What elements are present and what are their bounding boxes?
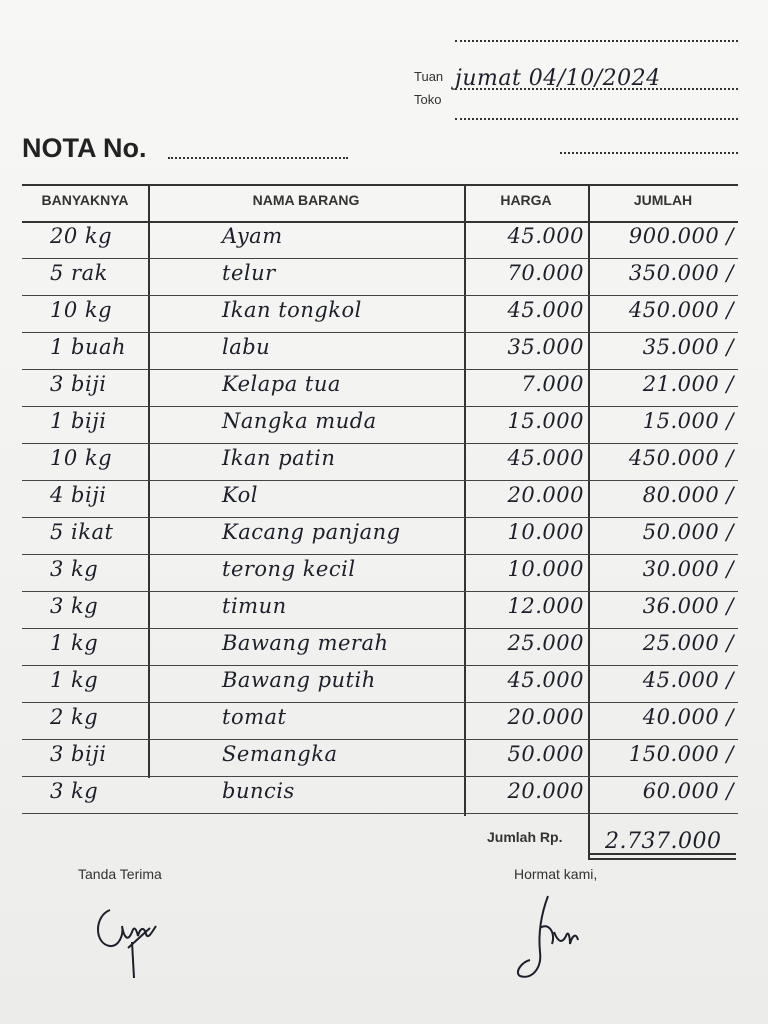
cell-amount: 80.000 / bbox=[642, 483, 734, 507]
header-dotline-top bbox=[455, 40, 738, 42]
total-underline-2 bbox=[588, 858, 736, 860]
cell-price: 45.000 bbox=[507, 298, 584, 322]
cell-item-name: Semangka bbox=[222, 742, 338, 766]
cell-price: 35.000 bbox=[507, 335, 584, 359]
table-row bbox=[22, 296, 738, 333]
cell-price: 45.000 bbox=[507, 446, 584, 470]
cell-price: 10.000 bbox=[507, 520, 584, 544]
table-top-border bbox=[22, 184, 738, 186]
cell-amount: 150.000 / bbox=[628, 742, 734, 766]
cell-quantity: 3 biji bbox=[50, 372, 107, 396]
toko-label: Toko bbox=[414, 92, 442, 107]
cell-quantity: 1 buah bbox=[50, 335, 127, 359]
row-rule bbox=[22, 813, 738, 814]
cell-amount: 900.000 / bbox=[628, 224, 734, 248]
cell-item-name: buncis bbox=[222, 779, 295, 803]
total-value: 2.737.000 bbox=[605, 829, 722, 854]
cell-item-name: Kelapa tua bbox=[222, 372, 341, 396]
cell-price: 20.000 bbox=[507, 705, 584, 729]
table-row bbox=[22, 555, 738, 592]
cell-price: 12.000 bbox=[507, 594, 584, 618]
cell-item-name: Bawang merah bbox=[222, 631, 389, 655]
cell-quantity: 3 kg bbox=[50, 594, 99, 618]
nota-title: NOTA No. bbox=[22, 133, 147, 163]
cell-price: 45.000 bbox=[507, 668, 584, 692]
table-row bbox=[22, 407, 738, 444]
cell-price: 15.000 bbox=[507, 409, 584, 433]
cell-amount: 25.000 / bbox=[642, 631, 734, 655]
tanda-terima-label: Tanda Terima bbox=[78, 866, 162, 882]
cell-amount: 450.000 / bbox=[628, 298, 734, 322]
cell-price: 25.000 bbox=[507, 631, 584, 655]
cell-price: 50.000 bbox=[507, 742, 584, 766]
total-label: Jumlah Rp. bbox=[487, 829, 563, 845]
cell-quantity: 1 biji bbox=[50, 409, 107, 433]
cell-quantity: 1 kg bbox=[50, 668, 99, 692]
cell-item-name: labu bbox=[222, 335, 271, 359]
hormat-kami-label: Hormat kami, bbox=[514, 866, 598, 882]
cell-price: 45.000 bbox=[507, 224, 584, 248]
cell-price: 7.000 bbox=[521, 372, 584, 396]
cell-price: 20.000 bbox=[507, 779, 584, 803]
receiver-signature bbox=[88, 892, 178, 982]
cell-item-name: telur bbox=[222, 261, 276, 285]
table-row bbox=[22, 740, 738, 777]
table-row bbox=[22, 666, 738, 703]
cell-quantity: 3 kg bbox=[50, 779, 99, 803]
cell-amount: 15.000 / bbox=[642, 409, 734, 433]
cell-price: 20.000 bbox=[507, 483, 584, 507]
column-header-nama-barang: NAMA BARANG bbox=[252, 192, 360, 208]
tuan-value: jumat 04/10/2024 bbox=[455, 66, 661, 91]
cell-quantity: 5 ikat bbox=[50, 520, 114, 544]
cell-amount: 30.000 / bbox=[642, 557, 734, 581]
cell-item-name: terong kecil bbox=[222, 557, 356, 581]
cell-quantity: 4 biji bbox=[50, 483, 107, 507]
cell-quantity: 5 rak bbox=[50, 261, 108, 285]
sender-signature bbox=[508, 892, 588, 984]
cell-amount: 350.000 / bbox=[628, 261, 734, 285]
cell-item-name: Ikan patin bbox=[222, 446, 336, 470]
toko-dotline bbox=[455, 118, 738, 120]
total-underline-1 bbox=[588, 853, 736, 855]
table-row bbox=[22, 481, 738, 518]
cell-quantity: 20 kg bbox=[50, 224, 113, 248]
table-row bbox=[22, 259, 738, 296]
table-row bbox=[22, 592, 738, 629]
cell-item-name: Bawang putih bbox=[222, 668, 376, 692]
cell-amount: 35.000 / bbox=[642, 335, 734, 359]
column-header-harga: HARGA bbox=[500, 192, 552, 208]
cell-price: 70.000 bbox=[507, 261, 584, 285]
cell-item-name: timun bbox=[222, 594, 287, 618]
cell-amount: 50.000 / bbox=[642, 520, 734, 544]
cell-item-name: Ikan tongkol bbox=[222, 298, 362, 322]
cell-quantity: 3 biji bbox=[50, 742, 107, 766]
header-dotline-right bbox=[560, 152, 738, 154]
table-row bbox=[22, 370, 738, 407]
nota-number-dotline bbox=[168, 157, 348, 159]
cell-amount: 36.000 / bbox=[642, 594, 734, 618]
cell-quantity: 10 kg bbox=[50, 446, 113, 470]
table-row bbox=[22, 222, 738, 259]
table-row bbox=[22, 518, 738, 555]
cell-amount: 40.000 / bbox=[642, 705, 734, 729]
cell-item-name: Nangka muda bbox=[222, 409, 377, 433]
table-row bbox=[22, 333, 738, 370]
cell-price: 10.000 bbox=[507, 557, 584, 581]
table-row bbox=[22, 629, 738, 666]
cell-quantity: 10 kg bbox=[50, 298, 113, 322]
cell-amount: 45.000 / bbox=[642, 668, 734, 692]
cell-amount: 21.000 / bbox=[642, 372, 734, 396]
cell-item-name: Kacang panjang bbox=[222, 520, 401, 544]
cell-amount: 450.000 / bbox=[628, 446, 734, 470]
cell-item-name: tomat bbox=[222, 705, 287, 729]
tuan-label: Tuan bbox=[414, 69, 444, 84]
cell-amount: 60.000 / bbox=[642, 779, 734, 803]
column-header-banyaknya: BANYAKNYA bbox=[41, 192, 129, 208]
cell-quantity: 3 kg bbox=[50, 557, 99, 581]
column-header-jumlah: JUMLAH bbox=[633, 192, 693, 208]
cell-item-name: Kol bbox=[222, 483, 258, 507]
table-row bbox=[22, 777, 738, 814]
tuan-dotline bbox=[455, 88, 738, 90]
cell-quantity: 2 kg bbox=[50, 705, 99, 729]
table-row bbox=[22, 703, 738, 740]
cell-quantity: 1 kg bbox=[50, 631, 99, 655]
table-row bbox=[22, 444, 738, 481]
cell-item-name: Ayam bbox=[222, 224, 283, 248]
